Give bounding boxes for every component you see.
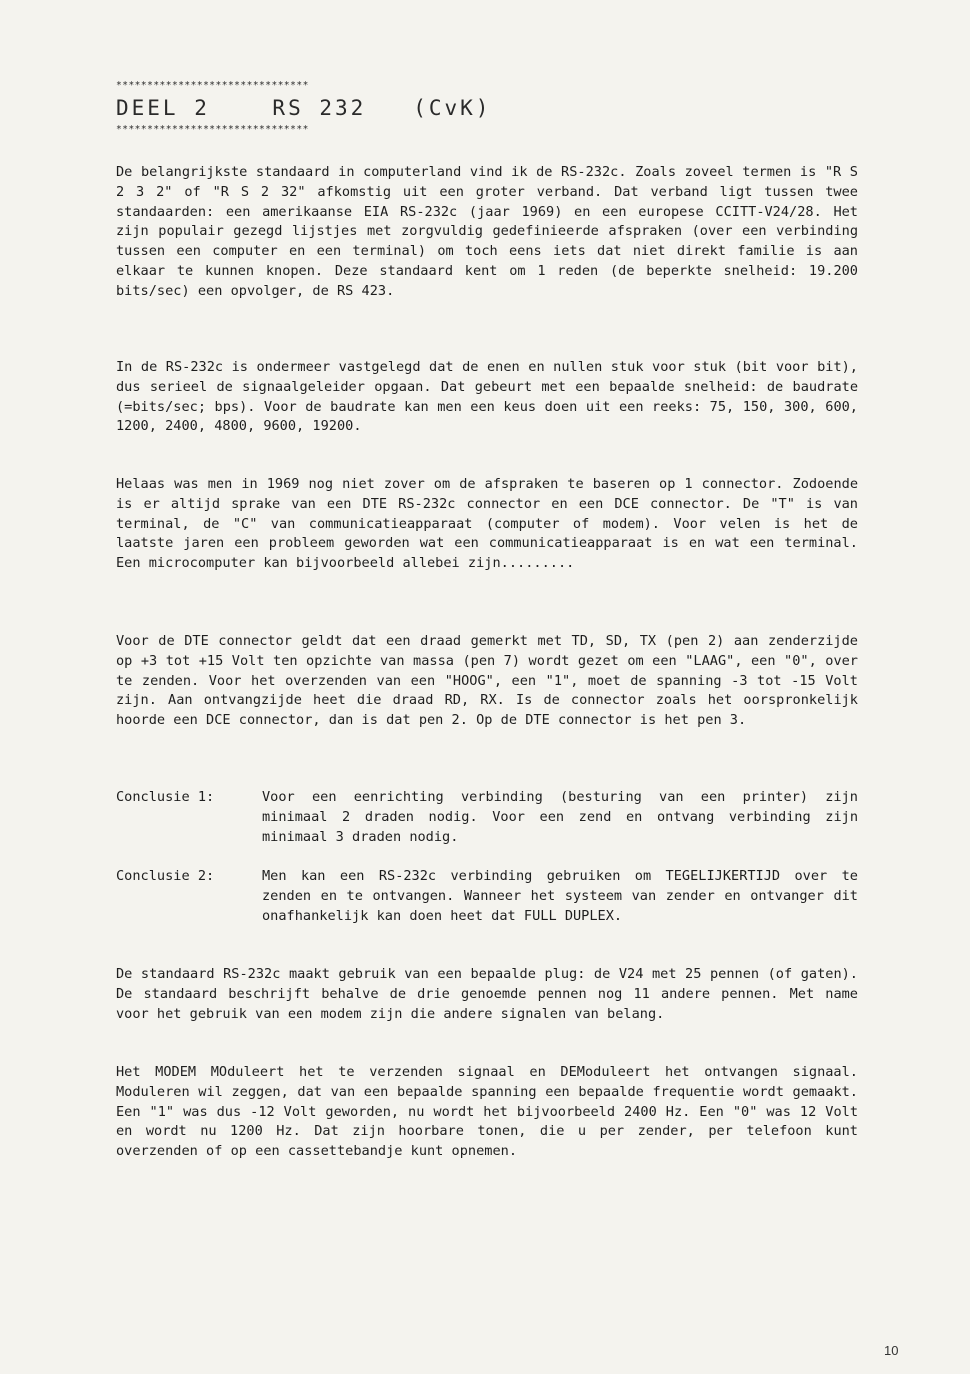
paragraph-text: De standaard RS-232c maakt gebruik van een bepaalde plug: de V24 met 25 pennen (of gaten). De standaard beschrijft behalve de drie genoemde pennen nog 11 andere pennen. Met name voor het gebruik van een modem zijn die andere signalen van belang.	[116, 966, 858, 1022]
paragraph-4	[116, 632, 858, 731]
paragraph-text: In de RS-232c is ondermeer vastgelegd dat de enen en nullen stuk voor stuk (bit voor bit), dus serieel de signaalgeleider opgaan. Dat gebeurt met een bepaalde snelheid: de baudrate (=bits/sec; bps). Voor de baudrate kan men een keus doen uit een reeks: 75, 150, 300, 600, 1200, 2400, 4800, 9600, 19200.	[116, 359, 858, 435]
paragraph-text: De belangrijkste standaard in computerland vind ik de RS-232c. Zoals zoveel termen is "R S 2 3 2" of "R S 2 32" afkomstig uit een groter verband. Dat verband ligt tussen twee standaarden: een amerikaanse EIA RS-232c (jaar 1969) en een europese CCITT-V24/28. Het zijn populair gezegd lijstjes met zorgvuldig gedefinieerde afspraken (over een verbinding tussen een computer en een terminal) om toch eens iets dat niet direkt familie is aan elkaar te kunnen knopen. Deze standaard kent om 1 reden (de beperkte snelheid: 19.200 bits/sec) een opvolger, de RS 423.	[116, 164, 858, 299]
conclusion-text: Men kan een RS-232c verbinding gebruiken om TEGELIJKERTIJD over te zenden en te ontvangen. Wanneer het systeem van zender en ontvanger dit onafhankelijk kan doen heet dat FULL DUPLEX.	[262, 868, 858, 924]
paragraph-2	[116, 358, 858, 437]
conclusion-text: Voor een eenrichting verbinding (besturing van een printer) zijn minimaal 2 draden nodig. Voor een zend en ontvang verbinding zijn minimaal 3 draden nodig.	[262, 789, 858, 845]
paragraph-text: Voor de DTE connector geldt dat een draad gemerkt met TD, SD, TX (pen 2) aan zenderzijde op +3 tot +15 Volt ten opzichte van massa (pen 7) wordt gezet om een "LAAG", een "0", over te zenden. Voor het overzenden van een "HOOG", een "1", moet de spanning -3 tot -15 Volt zijn. Aan ontvangzijde heet die draad RD, RX. Is de connector zoals het oorspronkelijk hoorde een DCE connector, dan is dat pen 2. Op de DTE connector is het pen 3.	[116, 633, 858, 729]
section-title: DEEL 2 RS 232 (CvK)	[116, 96, 492, 120]
paragraph-3	[116, 475, 858, 574]
conclusion-2	[116, 867, 858, 926]
star-divider-top: *******************************	[116, 80, 309, 91]
conclusion-label: Conclusie 1:	[116, 789, 215, 805]
paragraph-text: Het MODEM MOduleert het te verzenden signaal en DEModuleert het ontvangen signaal. Moduleren wil zeggen, dat van een bepaalde spanning een bepaalde frequentie wordt gemaakt. Een "1" was dus -12 Volt geworden, nu wordt het bijvoorbeeld 2400 Hz. Een "0" was 12 Volt en wordt nu 1200 Hz. Dat zijn hoorbare tonen, die u per zender, per telefoon kunt overzenden of op een cassettebandje kunt opnemen.	[116, 1064, 858, 1160]
paragraph-5	[116, 965, 858, 1024]
paragraph-text: Helaas was men in 1969 nog niet zover om de afspraken te baseren op 1 connector. Zodoende is er altijd sprake van een DTE RS-232c connector en een DCE connector. De "T" is van terminal, de "C" van communicatieapparaat (computer of modem). Voor velen is het de laatste jaren een probleem geworden wat een communicatieapparaat is en wat een terminal. Een microcomputer kan bijvoorbeeld allebei zijn.........	[116, 476, 858, 572]
page-number: 10	[884, 1343, 899, 1358]
conclusion-1	[116, 788, 858, 847]
paragraph-1	[116, 163, 858, 302]
paragraph-6	[116, 1063, 858, 1162]
star-divider-bottom: *******************************	[116, 124, 309, 135]
conclusion-label: Conclusie 2:	[116, 868, 215, 884]
